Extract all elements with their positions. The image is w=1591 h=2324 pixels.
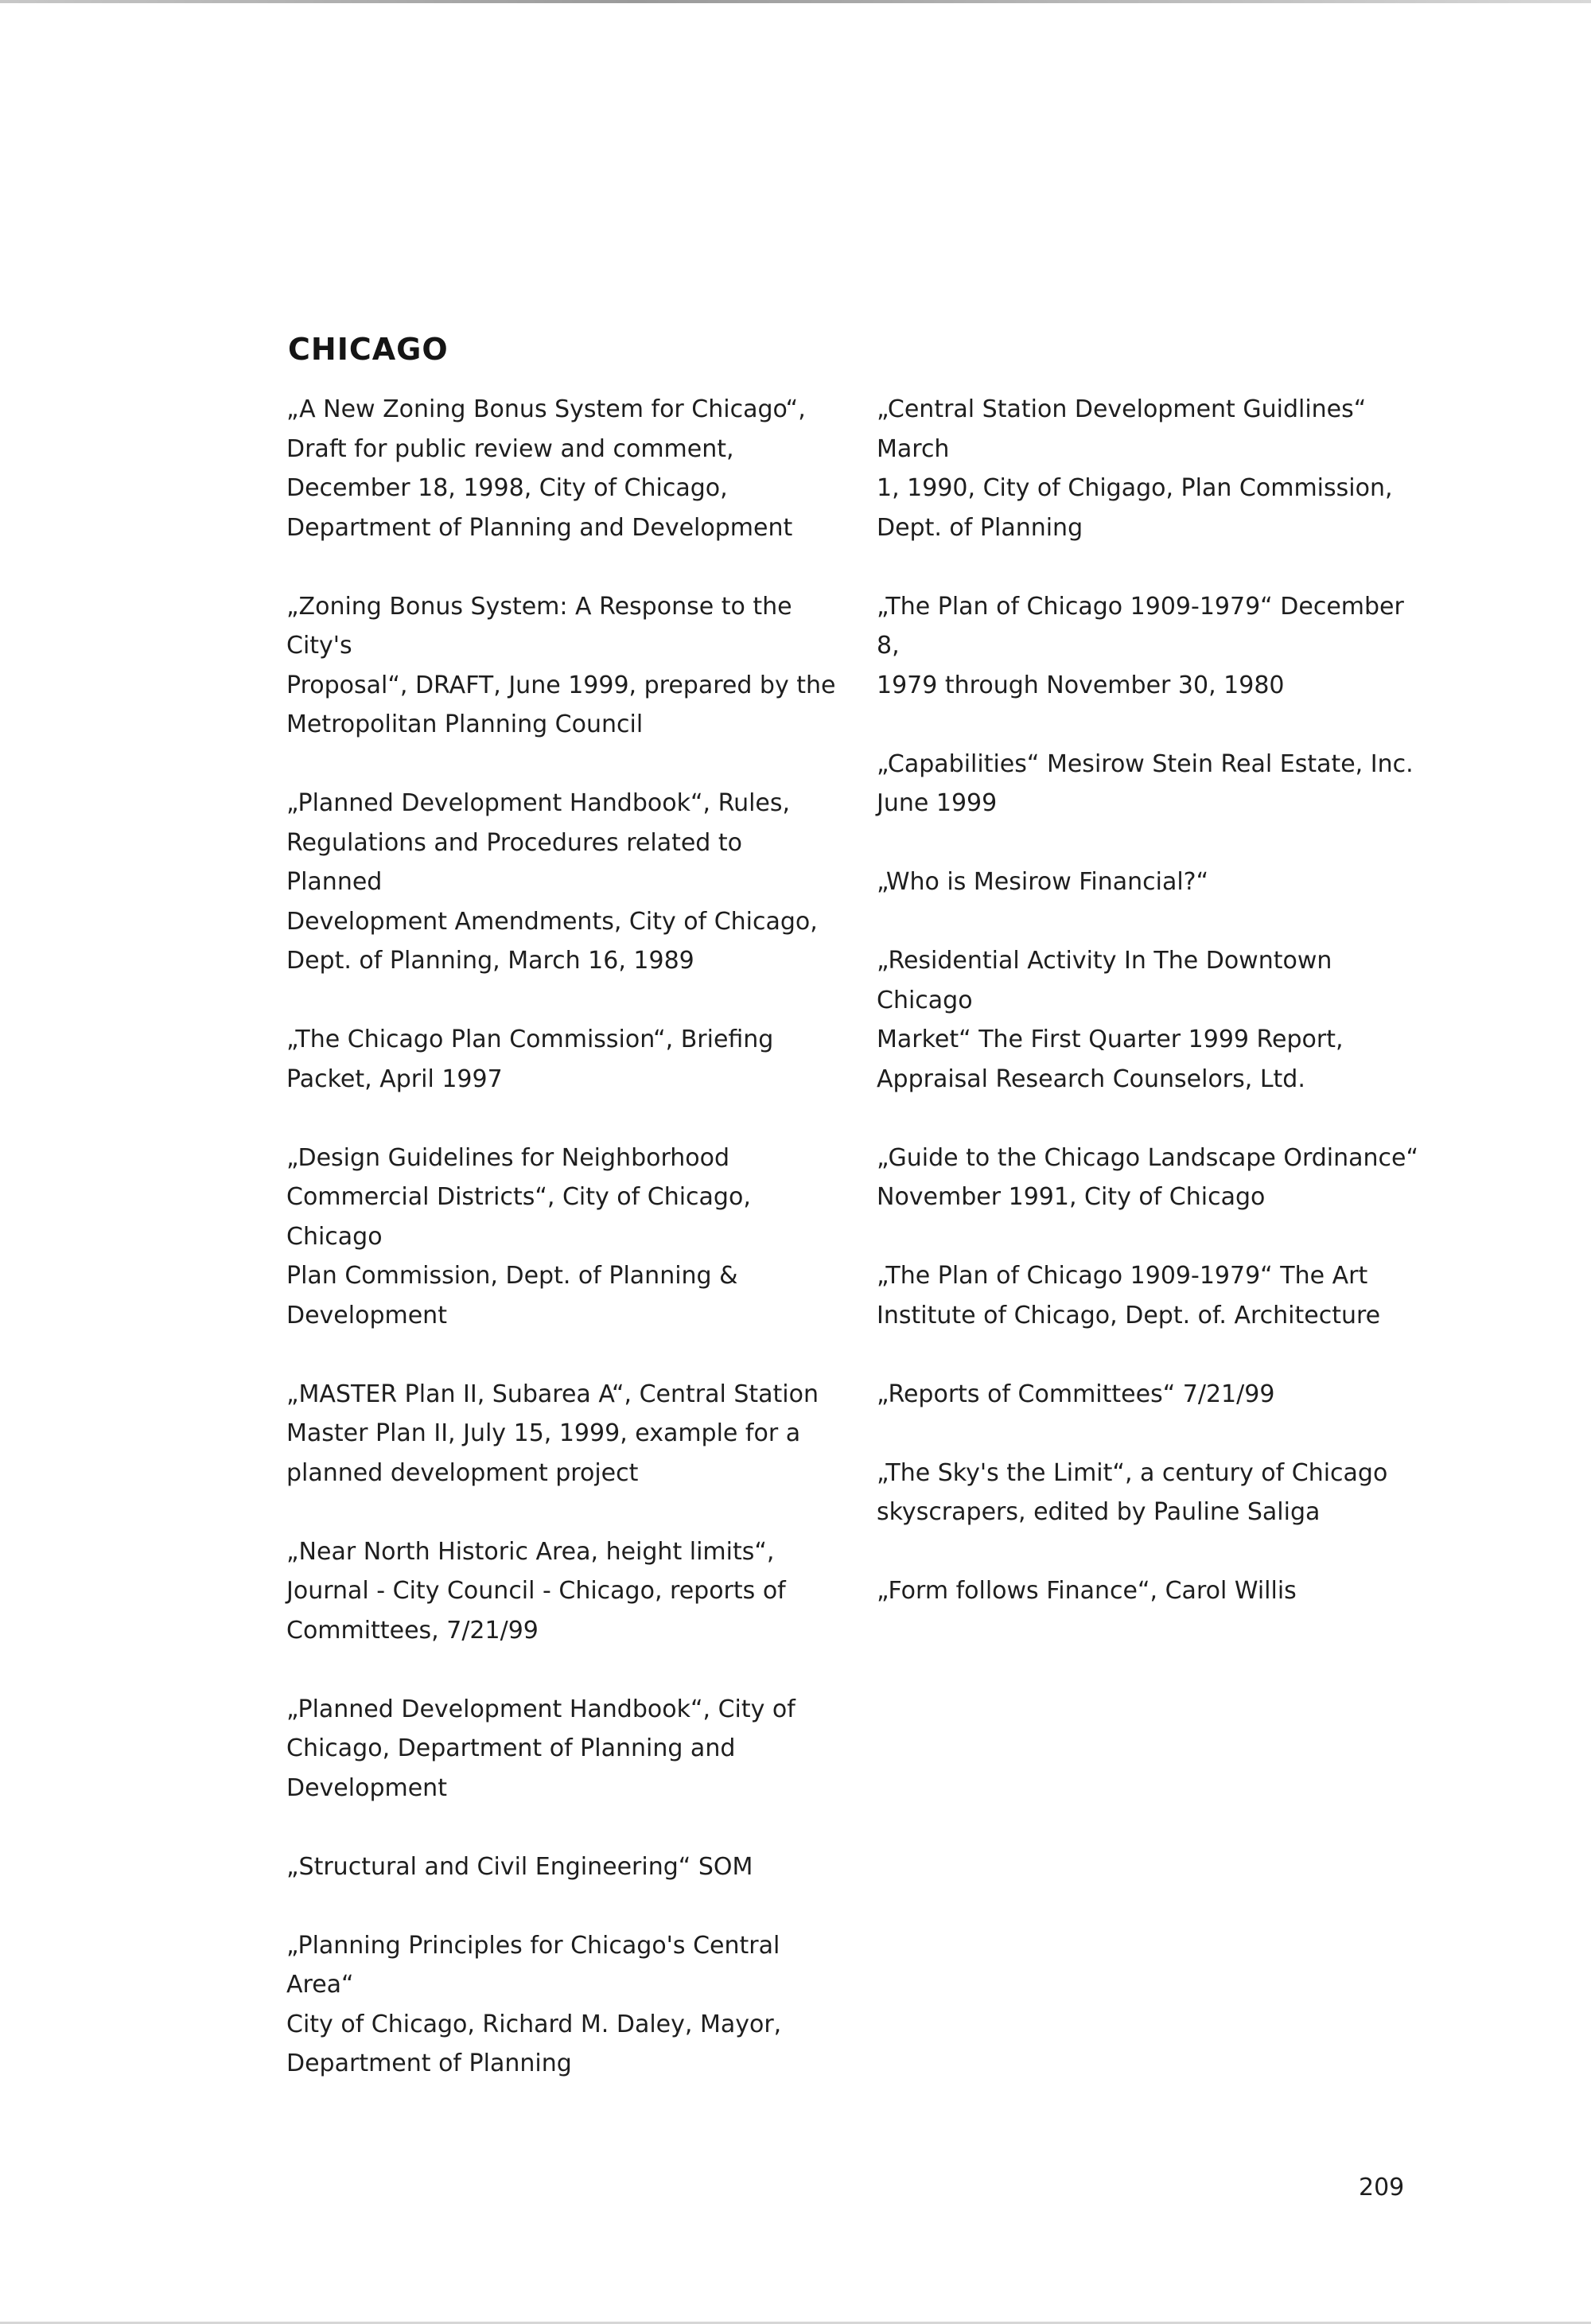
- list-item: „The Chicago Plan Commission“, Briefing Packet, April 1997: [286, 1026, 774, 1093]
- list-item: „Guide to the Chicago Landscape Ordinance“ November 1991, City of Chicago: [877, 1143, 1419, 1211]
- list-item: „The Plan of Chicago 1909-1979“ The Art Institute of Chicago, Dept. of. Architecture: [877, 1262, 1381, 1329]
- list-item: „Who is Mesirow Financial?“: [877, 868, 1209, 896]
- list-item: „Central Station Development Guidlines“ March 1, 1990, City of Chigago, Plan Commission, Dept. of Planning: [877, 395, 1393, 542]
- list-item: „MASTER Plan II, Subarea A“, Central Station Master Plan II, July 15, 1999, example for a planned development project: [286, 1380, 819, 1487]
- list-item: „The Plan of Chicago 1909-1979“ December 8, 1979 through November 30, 1980: [877, 592, 1404, 699]
- page-top-edge: [0, 0, 1591, 3]
- list-item: „A New Zoning Bonus System for Chicago“, Draft for public review and comment, December 18, 1998, City of Chicago, Department of Planning and Development: [286, 395, 806, 542]
- left-column: [286, 390, 843, 2123]
- list-item: „Reports of Committees“ 7/21/99: [877, 1380, 1275, 1408]
- list-item: „Near North Historic Area, height limits“, Journal - City Council - Chicago, reports of Committees, 7/21/99: [286, 1537, 786, 1645]
- page-title: CHICAGO: [288, 332, 449, 368]
- list-item: „Residential Activity In The Downtown Chicago Market“ The First Quarter 1999 Report, Appraisal Research Counselors, Ltd.: [877, 947, 1344, 1093]
- list-item: „Design Guidelines for Neighborhood Commercial Districts“, City of Chicago, Chicago Plan Commission, Dept. of Planning & Development: [286, 1143, 751, 1329]
- list-item: „Planning Principles for Chicago's Central Area“ City of Chicago, Richard M. Daley, Mayor, Department of Planning: [286, 1931, 782, 2077]
- list-item: „Form follows Finance“, Carol Willis: [877, 1577, 1297, 1605]
- page-number: 209: [1359, 2174, 1405, 2201]
- list-item: „Planned Development Handbook“, City of Chicago, Department of Planning and Development: [286, 1695, 796, 1802]
- list-item: „Planned Development Handbook“, Rules, Regulations and Procedures related to Planned Development Amendments, City of Chicago, Dept. of Planning, March 16, 1989: [286, 789, 818, 975]
- right-column: [877, 390, 1433, 1650]
- list-item: „Capabilities“ Mesirow Stein Real Estate, Inc. June 1999: [877, 749, 1414, 817]
- list-item: „Zoning Bonus System: A Response to the City's Proposal“, DRAFT, June 1999, prepared by the Metropolitan Planning Council: [286, 592, 836, 738]
- list-item: „Structural and Civil Engineering“ SOM: [286, 1852, 753, 1881]
- list-item: „The Sky's the Limit“, a century of Chicago skyscrapers, edited by Pauline Saliga: [877, 1458, 1388, 1526]
